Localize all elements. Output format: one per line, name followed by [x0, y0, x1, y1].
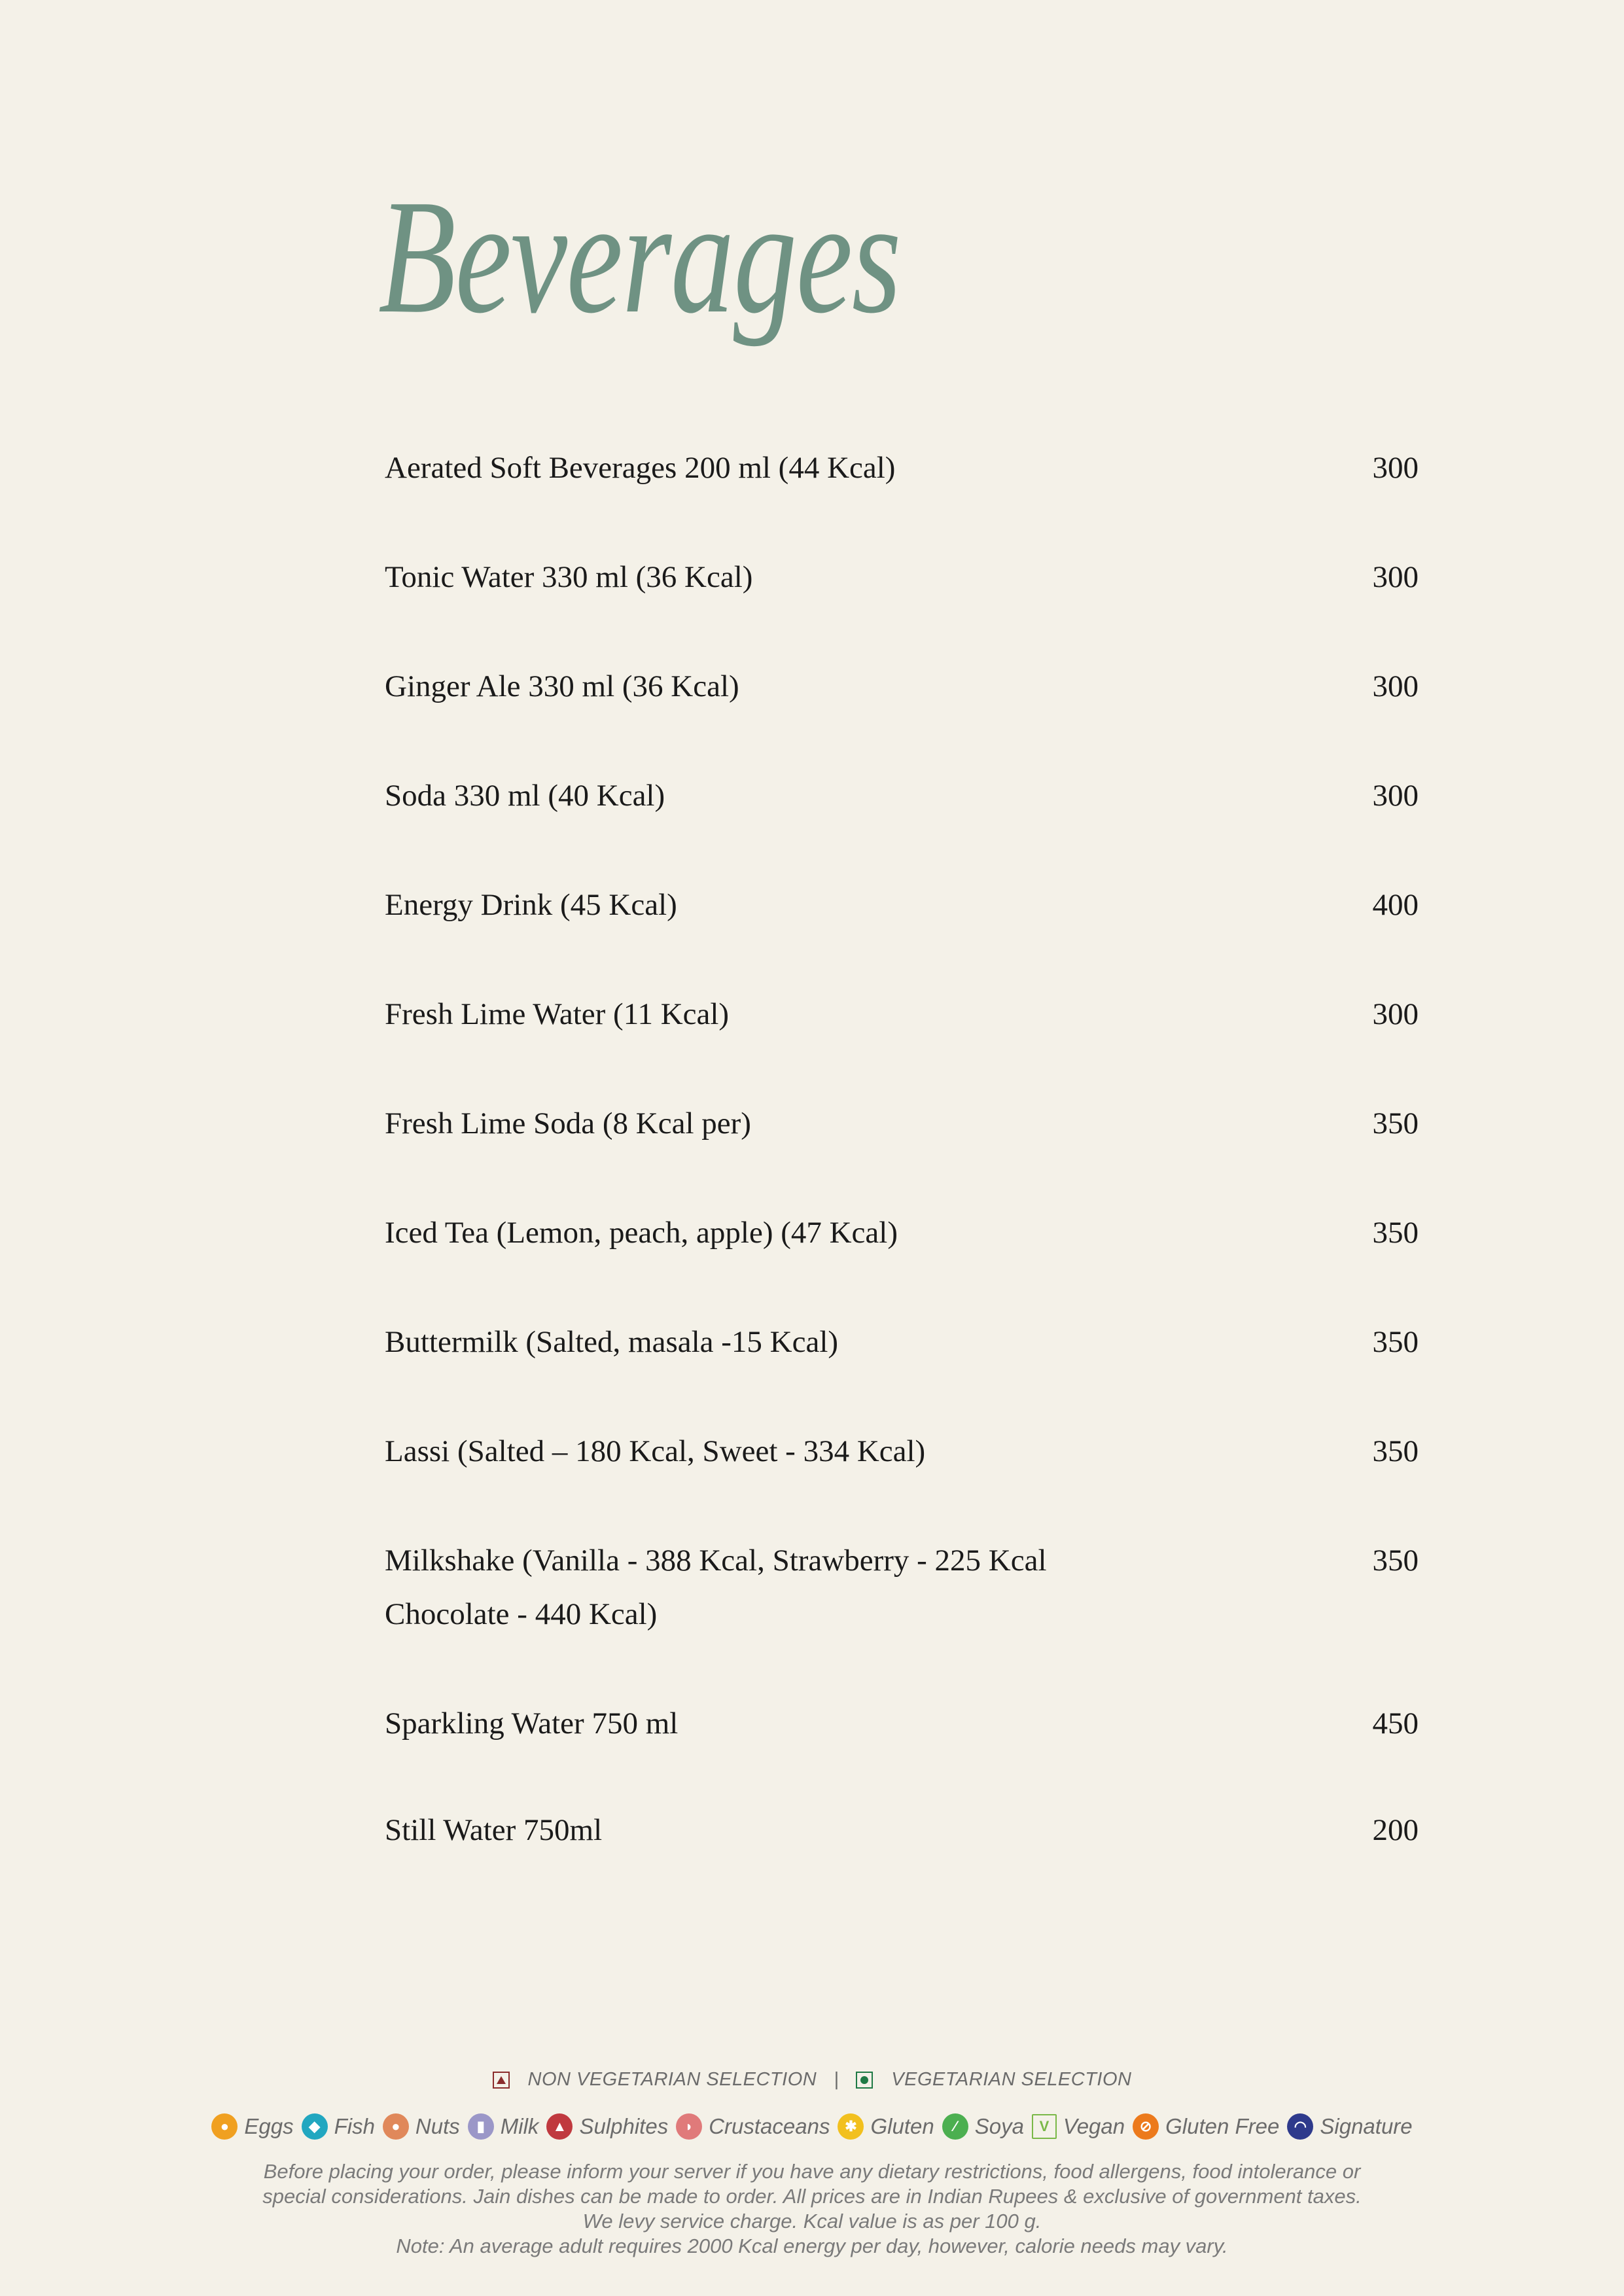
allergen-gluten-free	[1133, 2113, 1279, 2140]
menu-item	[385, 1206, 1419, 1260]
gluten-free-icon: ⊘	[1133, 2113, 1159, 2140]
menu-item-price: 300	[1372, 669, 1419, 703]
menu-item-name: Energy Drink (45 Kcal)	[385, 888, 677, 922]
allergen-label: Soya	[974, 2114, 1024, 2138]
soya-icon: ⁄	[942, 2113, 968, 2140]
menu-item	[385, 1803, 1419, 1857]
veg-label: VEGETARIAN SELECTION	[891, 2069, 1132, 2090]
menu-item	[385, 878, 1419, 932]
menu-item-price: 350	[1372, 1434, 1419, 1468]
egg-icon: ●	[211, 2113, 238, 2140]
menu-item-name: Fresh Lime Water (11 Kcal)	[385, 997, 730, 1031]
disclaimer-line: Before placing your order, please inform your server if you have any dietary restrictions, food allergens, food intolerance or	[263, 2160, 1361, 2183]
menu-item-price: 300	[1372, 560, 1419, 594]
crustaceans-icon: ◗	[676, 2113, 702, 2140]
menu-item-price: 400	[1372, 888, 1419, 922]
allergen-vegan	[1032, 2114, 1125, 2139]
menu-item-name: Fresh Lime Soda (8 Kcal per)	[385, 1106, 751, 1140]
menu-item	[385, 1097, 1419, 1150]
menu-item-name: Lassi (Salted – 180 Kcal, Sweet - 334 Kcal)	[385, 1434, 926, 1468]
diet-legend	[0, 2069, 1624, 2091]
disclaimer-line: Note: An average adult requires 2000 Kcal energy per day, however, calorie needs may vary.	[396, 2234, 1228, 2257]
allergen-label: Nuts	[415, 2114, 460, 2138]
menu-item-price: 350	[1372, 1325, 1419, 1359]
fish-icon: ◆	[302, 2113, 328, 2140]
page-title: Beverages	[378, 166, 901, 347]
menu-item-price: 450	[1372, 1706, 1419, 1740]
allergen-eggs	[211, 2113, 293, 2140]
allergen-crustaceans	[676, 2113, 830, 2140]
menu-item-price: 300	[1372, 451, 1419, 485]
menu-item-name: Ginger Ale 330 ml (36 Kcal)	[385, 669, 739, 703]
allergen-milk	[468, 2113, 539, 2140]
allergen-label: Vegan	[1063, 2114, 1125, 2138]
legend-separator: |	[834, 2069, 839, 2090]
allergen-label: Sulphites	[579, 2114, 669, 2138]
gluten-icon: ✱	[838, 2113, 864, 2140]
menu-item-name: Soda 330 ml (40 Kcal)	[385, 779, 665, 813]
menu-item-price: 350	[1372, 1106, 1419, 1140]
menu-item-price: 200	[1372, 1813, 1419, 1847]
menu-item	[385, 987, 1419, 1041]
menu-item	[385, 1424, 1419, 1478]
allergen-legend	[0, 2113, 1624, 2140]
disclaimer-line: special considerations. Jain dishes can be made to order. All prices are in Indian Rupees & exclusive of government taxes.	[262, 2185, 1362, 2208]
menu-item-price: 350	[1372, 1544, 1419, 1578]
veg-icon	[856, 2072, 873, 2089]
disclaimer	[196, 2159, 1428, 2259]
menu-item	[385, 1315, 1419, 1369]
allergen-sulphites	[546, 2113, 668, 2140]
menu-item	[385, 769, 1419, 822]
non-veg-label: NON VEGETARIAN SELECTION	[527, 2069, 817, 2090]
menu-item	[385, 660, 1419, 713]
allergen-nuts	[383, 2113, 460, 2140]
nuts-icon: ●	[383, 2113, 409, 2140]
menu-item	[385, 441, 1419, 495]
menu-item-name: Milkshake (Vanilla - 388 Kcal, Strawberry - 225 Kcal Chocolate - 440 Kcal)	[385, 1544, 1047, 1631]
menu-item-name: Tonic Water 330 ml (36 Kcal)	[385, 560, 753, 594]
menu-item-name: Sparkling Water 750 ml	[385, 1706, 679, 1740]
allergen-label: Eggs	[244, 2114, 294, 2138]
allergen-label: Crustaceans	[709, 2114, 830, 2138]
allergen-gluten	[838, 2113, 934, 2140]
disclaimer-line: We levy service charge. Kcal value is as per 100 g.	[582, 2210, 1042, 2233]
menu-item-name: Iced Tea (Lemon, peach, apple) (47 Kcal)	[385, 1216, 898, 1250]
allergen-label: Milk	[500, 2114, 539, 2138]
signature-icon: ◠	[1287, 2113, 1313, 2140]
menu-item	[385, 1697, 1419, 1750]
menu-item-name: Aerated Soft Beverages 200 ml (44 Kcal)	[385, 451, 896, 485]
menu-item-name: Still Water 750ml	[385, 1813, 603, 1847]
menu-item	[385, 550, 1419, 604]
menu-item	[385, 1534, 1419, 1641]
menu-item-price: 350	[1372, 1216, 1419, 1250]
allergen-signature	[1287, 2113, 1412, 2140]
menu-item-price: 300	[1372, 997, 1419, 1031]
allergen-soya	[942, 2113, 1024, 2140]
allergen-label: Gluten	[870, 2114, 934, 2138]
allergen-label: Fish	[334, 2114, 375, 2138]
milk-icon: ▮	[468, 2113, 494, 2140]
allergen-label: Signature	[1320, 2114, 1413, 2138]
vegan-icon: V	[1032, 2114, 1057, 2139]
menu-item-name: Buttermilk (Salted, masala -15 Kcal)	[385, 1325, 839, 1359]
allergen-fish	[302, 2113, 375, 2140]
non-veg-icon	[493, 2072, 510, 2089]
menu-item-price: 300	[1372, 779, 1419, 813]
sulphites-icon: ▲	[546, 2113, 573, 2140]
allergen-label: Gluten Free	[1165, 2114, 1280, 2138]
